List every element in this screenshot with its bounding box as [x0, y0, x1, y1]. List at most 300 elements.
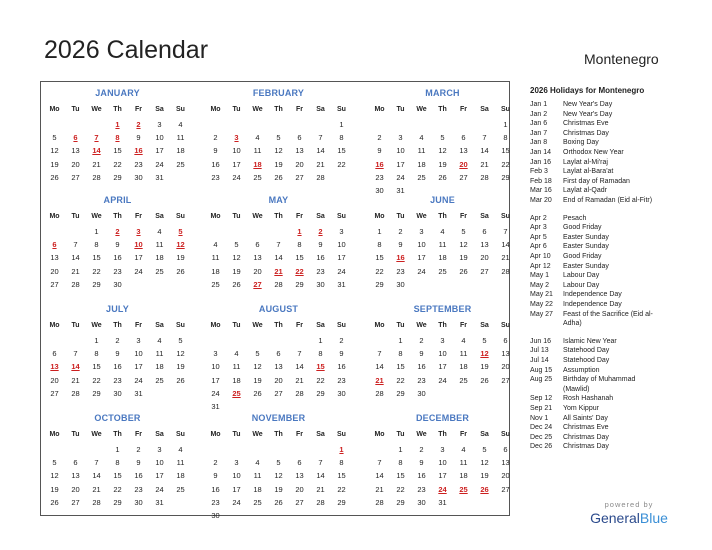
- day-cell: 14: [501, 240, 510, 250]
- day-cell: 1: [318, 336, 323, 345]
- day-cell: 13: [50, 253, 59, 263]
- day-cell: 3: [234, 458, 239, 468]
- day-cell: 27: [501, 375, 510, 385]
- holiday-name: Statehood Day: [563, 357, 610, 364]
- weekday-label: Mo: [374, 431, 385, 438]
- holiday-day-cell: 14: [71, 362, 80, 372]
- day-cell: 28: [316, 497, 325, 507]
- weekday-label: Sa: [316, 106, 325, 113]
- month-february: [205, 88, 365, 196]
- day-cell: 12: [50, 471, 59, 481]
- day-cell: 6: [461, 133, 466, 143]
- day-cell: 31: [438, 497, 447, 507]
- holiday-date: Jan 7: [530, 129, 548, 137]
- day-cell: 9: [398, 240, 403, 250]
- day-cell: 28: [316, 172, 325, 182]
- month-name: SEPTEMBER: [413, 304, 472, 314]
- day-cell: 16: [316, 253, 325, 263]
- day-cell: 16: [417, 362, 426, 372]
- weekday-label: Tu: [71, 213, 80, 220]
- weekday-label: Su: [176, 106, 185, 113]
- day-cell: 25: [438, 266, 447, 276]
- day-cell: 20: [253, 266, 262, 276]
- day-cell: 7: [318, 458, 323, 468]
- holiday-date: Sep 21: [530, 405, 553, 412]
- weekday-label: Su: [176, 322, 185, 329]
- holiday-day-cell: 16: [375, 159, 384, 169]
- day-cell: 18: [417, 159, 426, 169]
- day-cell: 27: [480, 266, 489, 276]
- day-cell: 23: [113, 266, 122, 276]
- holiday-day-cell: 16: [396, 253, 405, 263]
- day-cell: 31: [396, 186, 405, 195]
- day-cell: 2: [377, 133, 382, 143]
- day-cell: 30: [417, 497, 426, 507]
- weekday-label: Tu: [232, 213, 241, 220]
- weekday-label: Tu: [396, 106, 405, 113]
- holiday-day-cell: 2: [318, 227, 323, 236]
- day-cell: 5: [52, 133, 57, 143]
- day-cell: 15: [501, 146, 510, 156]
- day-cell: 24: [134, 266, 143, 276]
- day-cell: 26: [480, 375, 489, 385]
- day-cell: 4: [157, 336, 162, 345]
- day-cell: 14: [316, 146, 325, 156]
- day-cell: 30: [396, 279, 405, 289]
- day-cell: 25: [176, 159, 185, 169]
- weekday-label: Tu: [232, 322, 241, 329]
- day-cell: 17: [155, 146, 164, 156]
- day-cell: 29: [92, 388, 101, 398]
- weekday-label: Mo: [374, 322, 385, 329]
- day-cell: 20: [295, 484, 304, 494]
- day-cell: 13: [480, 240, 489, 250]
- day-cell: 5: [482, 445, 487, 454]
- weekday-label: Su: [337, 106, 346, 113]
- day-cell: 12: [438, 146, 447, 156]
- holiday-name: Christmas Eve: [563, 424, 609, 432]
- weekday-label: Fr: [460, 431, 467, 438]
- day-cell: 8: [94, 349, 99, 359]
- day-cell: 30: [134, 172, 143, 182]
- weekday-label: We: [416, 106, 427, 113]
- day-cell: 19: [176, 362, 185, 372]
- brand-name: [584, 510, 674, 526]
- weekday-label: Sa: [480, 106, 489, 113]
- weekday-label: We: [91, 322, 102, 329]
- day-cell: 28: [92, 497, 101, 507]
- day-cell: 10: [438, 349, 447, 359]
- month-march: [369, 88, 529, 196]
- weekday-label: Fr: [460, 106, 467, 113]
- day-cell: 11: [417, 146, 426, 156]
- day-cell: 18: [155, 362, 164, 372]
- day-cell: 21: [375, 484, 384, 494]
- weekday-label: Th: [113, 431, 122, 438]
- day-cell: 10: [417, 240, 426, 250]
- day-cell: 1: [115, 445, 120, 454]
- day-cell: 3: [440, 336, 445, 345]
- day-cell: 29: [375, 279, 384, 289]
- day-cell: 8: [377, 240, 382, 250]
- day-cell: 21: [92, 484, 101, 494]
- day-cell: 17: [232, 484, 241, 494]
- holiday-day-cell: 8: [115, 133, 120, 143]
- day-cell: 15: [396, 362, 405, 372]
- holiday-name: Christmas Day: [563, 443, 609, 451]
- day-cell: 21: [316, 484, 325, 494]
- day-cell: 27: [50, 388, 59, 398]
- holiday-day-cell: 21: [274, 266, 283, 276]
- day-cell: 6: [297, 133, 302, 143]
- day-cell: 5: [52, 458, 57, 468]
- day-cell: 10: [232, 146, 241, 156]
- day-cell: 18: [211, 266, 220, 276]
- day-cell: 23: [417, 484, 426, 494]
- day-cell: 18: [438, 253, 447, 263]
- weekday-label: Su: [176, 431, 185, 438]
- holiday-date: Jan 16: [530, 158, 552, 166]
- holiday-name: Laylat al-Mi'raj: [563, 158, 608, 166]
- day-cell: 15: [396, 471, 405, 481]
- day-cell: 29: [501, 172, 510, 182]
- day-cell: 11: [438, 240, 447, 250]
- holiday-date: Apr 3: [530, 224, 547, 232]
- holiday-day-cell: 2: [136, 120, 141, 129]
- day-cell: 21: [71, 375, 80, 385]
- day-cell: 27: [295, 172, 304, 182]
- day-cell: 16: [134, 471, 143, 481]
- day-cell: 24: [211, 388, 220, 398]
- day-cell: 30: [211, 511, 220, 520]
- holiday-name: New Year's Day: [563, 101, 613, 108]
- day-cell: 24: [438, 375, 447, 385]
- day-cell: 29: [92, 279, 101, 289]
- day-cell: 11: [253, 146, 262, 156]
- day-cell: 27: [71, 497, 80, 507]
- day-cell: 27: [295, 497, 304, 507]
- day-cell: 28: [92, 172, 101, 182]
- holiday-day-cell: 26: [480, 484, 489, 494]
- holiday-date: Dec 24: [530, 424, 553, 432]
- holiday-date: Apr 5: [530, 233, 547, 241]
- holiday-date: Feb 3: [530, 168, 548, 176]
- day-cell: 18: [459, 471, 468, 481]
- day-cell: 31: [155, 497, 164, 507]
- weekday-label: Th: [113, 322, 122, 329]
- day-cell: 9: [419, 458, 424, 468]
- weekday-label: Mo: [210, 322, 221, 329]
- day-cell: 13: [71, 471, 80, 481]
- day-cell: 11: [459, 349, 468, 359]
- weekday-label: Tu: [71, 431, 80, 438]
- day-cell: 28: [375, 388, 384, 398]
- holiday-date: Jul 13: [530, 347, 549, 355]
- day-cell: 25: [176, 484, 185, 494]
- weekday-label: Sa: [316, 213, 325, 220]
- weekday-label: Sa: [155, 106, 164, 113]
- holiday-date: May 21: [530, 291, 553, 299]
- day-cell: 22: [92, 375, 101, 385]
- holiday-date: Sep 12: [530, 395, 553, 403]
- day-cell: 27: [274, 388, 283, 398]
- day-cell: 11: [459, 458, 468, 468]
- day-cell: 20: [274, 375, 283, 385]
- day-cell: 17: [337, 253, 346, 263]
- weekday-label: Th: [438, 106, 447, 113]
- day-cell: 23: [396, 266, 405, 276]
- day-cell: 26: [232, 279, 241, 289]
- month-name: FEBRUARY: [252, 88, 305, 98]
- day-cell: 30: [417, 388, 426, 398]
- brand-general: General: [590, 510, 640, 526]
- day-cell: 1: [94, 336, 99, 345]
- holiday-name: Christmas Eve: [563, 120, 609, 128]
- day-cell: 8: [339, 458, 344, 468]
- day-cell: 17: [134, 362, 143, 372]
- day-cell: 11: [232, 362, 241, 372]
- month-may: [205, 195, 365, 303]
- calendar-grid: [40, 81, 510, 520]
- month-name: MARCH: [425, 88, 460, 98]
- day-cell: 22: [113, 484, 122, 494]
- month-name: AUGUST: [258, 304, 299, 314]
- day-cell: 15: [113, 146, 122, 156]
- day-cell: 23: [134, 159, 143, 169]
- day-cell: 5: [440, 133, 445, 143]
- day-cell: 9: [377, 146, 382, 156]
- holiday-name: Good Friday: [563, 253, 602, 260]
- month-name: JULY: [106, 304, 129, 314]
- month-august: [205, 304, 365, 412]
- weekday-label: Mo: [210, 213, 221, 220]
- day-cell: 22: [396, 484, 405, 494]
- page-title: 2026 Calendar: [44, 36, 209, 64]
- holiday-day-cell: 20: [459, 159, 468, 169]
- month-name: JANUARY: [95, 88, 140, 98]
- weekday-header: [205, 106, 352, 118]
- weekday-label: Tu: [71, 322, 80, 329]
- holiday-date: Aug 25: [530, 376, 553, 384]
- weekday-label: Th: [274, 322, 283, 329]
- day-cell: 22: [113, 159, 122, 169]
- day-cell: 31: [211, 402, 220, 411]
- holiday-day-cell: 2: [115, 227, 120, 236]
- day-cell: 12: [459, 240, 468, 250]
- holiday-name: Birthday of Muhammad (Mawlid): [563, 376, 636, 393]
- day-cell: 12: [232, 253, 241, 263]
- day-cell: 30: [113, 279, 122, 289]
- day-cell: 6: [73, 458, 78, 468]
- day-cell: 6: [276, 349, 281, 359]
- holiday-date: Feb 18: [530, 177, 552, 185]
- weekday-label: We: [252, 106, 263, 113]
- holiday-date: Jan 1: [530, 101, 548, 108]
- holiday-name: Boxing Day: [563, 139, 599, 147]
- generalblue-logo[interactable]: [584, 500, 674, 526]
- holiday-day-cell: 12: [176, 240, 185, 250]
- weekday-label: Sa: [155, 213, 164, 220]
- weekday-label: Tu: [396, 322, 405, 329]
- day-cell: 18: [232, 375, 241, 385]
- day-cell: 26: [50, 172, 59, 182]
- day-cell: 19: [50, 484, 59, 494]
- holiday-date: Jan 8: [530, 139, 548, 147]
- weekday-label: We: [416, 322, 427, 329]
- day-cell: 7: [94, 458, 99, 468]
- day-cell: 23: [134, 484, 143, 494]
- day-cell: 24: [417, 266, 426, 276]
- day-cell: 11: [155, 240, 164, 250]
- weekday-label: We: [252, 213, 263, 220]
- holiday-name: New Year's Day: [563, 110, 613, 118]
- day-cell: 9: [136, 133, 141, 143]
- day-cell: 17: [134, 253, 143, 263]
- weekday-label: Tu: [396, 213, 405, 220]
- holiday-date: Mar 20: [530, 197, 552, 204]
- holiday-date: Jul 14: [530, 357, 549, 364]
- day-cell: 22: [396, 375, 405, 385]
- day-cell: 19: [480, 362, 489, 372]
- day-cell: 20: [71, 159, 80, 169]
- day-cell: 10: [337, 240, 346, 250]
- day-cell: 30: [375, 186, 384, 195]
- weekday-label: Su: [337, 322, 346, 329]
- day-cell: 10: [438, 458, 447, 468]
- day-cell: 23: [375, 172, 384, 182]
- weekday-label: Fr: [296, 213, 303, 220]
- holiday-day-cell: 6: [73, 133, 78, 143]
- day-cell: 17: [155, 471, 164, 481]
- day-cell: 20: [480, 253, 489, 263]
- day-cell: 8: [339, 133, 344, 143]
- day-cell: 17: [396, 159, 405, 169]
- day-cell: 11: [211, 253, 220, 263]
- day-cell: 22: [337, 484, 346, 494]
- weekday-header: [369, 322, 516, 334]
- day-cell: 5: [482, 336, 487, 345]
- day-cell: 21: [316, 159, 325, 169]
- weekday-label: Su: [501, 322, 510, 329]
- day-cell: 18: [459, 362, 468, 372]
- holiday-date: Jan 2: [530, 110, 548, 118]
- holiday-name: Yom Kippur: [563, 405, 599, 412]
- day-cell: 30: [134, 497, 143, 507]
- weekday-label: Sa: [155, 322, 164, 329]
- month-april: [44, 195, 204, 303]
- day-cell: 19: [176, 253, 185, 263]
- day-cell: 24: [396, 172, 405, 182]
- day-cell: 9: [136, 458, 141, 468]
- day-cell: 5: [276, 458, 281, 468]
- day-cell: 25: [155, 266, 164, 276]
- holiday-name: Assumption: [563, 366, 600, 374]
- weekday-label: Su: [337, 431, 346, 438]
- day-cell: 24: [232, 497, 241, 507]
- day-cell: 28: [71, 388, 80, 398]
- holiday-name: Laylat al-Qadr: [563, 187, 607, 195]
- day-cell: 22: [337, 159, 346, 169]
- weekday-label: Fr: [135, 213, 142, 220]
- holiday-day-cell: 1: [115, 120, 120, 129]
- holiday-name: Christmas Day: [563, 129, 609, 137]
- day-cell: 4: [213, 240, 218, 250]
- day-cell: 26: [253, 388, 262, 398]
- day-cell: 20: [50, 266, 59, 276]
- holiday-date: Apr 6: [530, 243, 547, 251]
- day-cell: 29: [337, 497, 346, 507]
- weekday-header: [44, 431, 191, 443]
- month-name: NOVEMBER: [251, 413, 306, 423]
- holiday-day-cell: 22: [295, 266, 304, 276]
- holiday-date: Dec 25: [530, 433, 553, 441]
- holiday-name: Easter Sunday: [563, 262, 609, 270]
- day-cell: 4: [255, 458, 260, 468]
- day-cell: 11: [253, 471, 262, 481]
- day-cell: 16: [211, 159, 220, 169]
- day-cell: 17: [417, 253, 426, 263]
- day-cell: 15: [375, 253, 384, 263]
- weekday-label: We: [416, 213, 427, 220]
- holiday-name: Independence Day: [563, 291, 622, 299]
- weekday-label: Su: [501, 106, 510, 113]
- day-cell: 5: [234, 240, 239, 250]
- day-cell: 4: [157, 227, 162, 236]
- day-cell: 24: [337, 266, 346, 276]
- day-cell: 9: [115, 349, 120, 359]
- day-cell: 12: [480, 458, 489, 468]
- day-cell: 29: [396, 388, 405, 398]
- day-cell: 19: [232, 266, 241, 276]
- holiday-date: May 22: [530, 301, 553, 308]
- holiday-day-cell: 13: [50, 362, 59, 372]
- holiday-name: Laylat al-Bara'at: [563, 168, 614, 176]
- weekday-label: Sa: [480, 213, 489, 220]
- weekday-label: Mo: [49, 213, 60, 220]
- day-cell: 25: [155, 375, 164, 385]
- day-cell: 14: [375, 471, 384, 481]
- day-cell: 13: [295, 146, 304, 156]
- day-cell: 1: [398, 445, 403, 454]
- day-cell: 3: [136, 336, 141, 345]
- day-cell: 13: [274, 362, 283, 372]
- day-cell: 2: [339, 336, 344, 345]
- month-june: [369, 195, 529, 303]
- holiday-day-cell: 3: [136, 227, 141, 236]
- weekday-label: Th: [113, 106, 122, 113]
- day-cell: 21: [92, 159, 101, 169]
- holiday-name: Orthodox New Year: [563, 149, 624, 156]
- day-cell: 21: [480, 159, 489, 169]
- day-cell: 31: [155, 172, 164, 182]
- holiday-day-cell: 16: [134, 146, 143, 156]
- day-cell: 23: [337, 375, 346, 385]
- day-cell: 19: [480, 471, 489, 481]
- weekday-label: Sa: [316, 431, 325, 438]
- day-cell: 13: [295, 471, 304, 481]
- weekday-label: Fr: [296, 106, 303, 113]
- weekday-label: Su: [337, 213, 346, 220]
- day-cell: 4: [461, 336, 466, 345]
- day-cell: 8: [318, 349, 323, 359]
- day-cell: 27: [459, 172, 468, 182]
- day-cell: 4: [255, 133, 260, 143]
- day-cell: 8: [503, 133, 508, 143]
- day-cell: 4: [461, 445, 466, 454]
- day-cell: 14: [295, 362, 304, 372]
- month-name: MAY: [268, 195, 289, 205]
- holiday-name: Easter Sunday: [563, 233, 609, 241]
